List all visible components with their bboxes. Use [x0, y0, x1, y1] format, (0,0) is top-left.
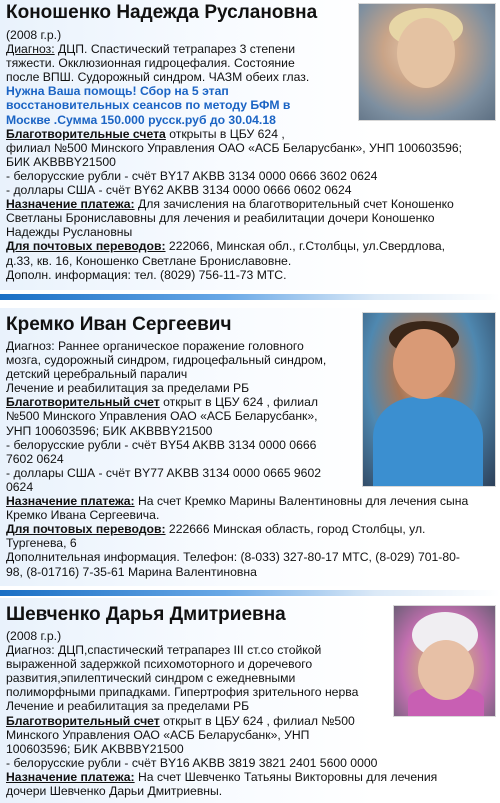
- text-span: Для зачисления на благотворительный счет Коношенко: [134, 197, 454, 212]
- text-span: (2008 г.р.): [6, 28, 62, 42]
- text-line: [6, 629, 437, 643]
- text-span: Диагноз: ДЦП,спастический тетрапарез III ст.со стойкой: [6, 643, 322, 658]
- text-span: - доллары США - счёт BY77 AKBB 3134 0000 0665 9602: [6, 465, 322, 480]
- text-line: [6, 657, 437, 671]
- text-span: Дополн. информация: тел. (8029) 756-11-73 МТС.: [6, 267, 287, 282]
- text-span: детский церебральный паралич: [6, 367, 188, 382]
- text-span: филиал №500 Минского Управления ОАО «АСБ Беларусбанк», УНП 100603596;: [6, 140, 463, 155]
- field-label: Для почтовых переводов:: [6, 239, 166, 254]
- appeal-plea: Москве .Сумма 150.000 русск.руб до 30.04.18: [6, 112, 276, 127]
- text-span: д.33, кв. 16, Коношенко Светлане Брониславовне.: [6, 253, 292, 268]
- text-span: - белорусские рубли - счёт BY17 AKBB 3134 0000 0666 3602 0624: [6, 168, 378, 183]
- text-span: тяжести. Окклюзионная гидроцефалия. Состояние: [6, 56, 295, 71]
- text-line: [6, 522, 468, 536]
- text-line: [6, 56, 462, 70]
- child-photo: [362, 312, 496, 487]
- text-line: [6, 113, 462, 127]
- child-photo: [393, 605, 496, 717]
- text-line: [6, 84, 462, 98]
- text-span: Лечение и реабилитация за пределами РБ: [6, 699, 250, 714]
- appeal-text: [6, 28, 462, 282]
- text-line: [6, 494, 468, 508]
- text-line: [6, 784, 437, 798]
- text-span: - белорусские рубли - счёт BY16 AKBB 3819 3821 2401 5600 0000: [6, 755, 378, 770]
- text-span: (2008 г.р.): [6, 629, 62, 643]
- text-span: На счет Шевченко Татьяны Викторовны для лечения: [134, 769, 438, 784]
- text-span: развития,эпилептический синдром с ежедневными: [6, 671, 296, 686]
- text-line: [6, 155, 462, 169]
- text-span: Дополнительная информация. Телефон: (8-033) 327-80-17 МТС, (8-029) 701-80-: [6, 550, 460, 565]
- text-span: Кремко Ивана Сергеевича.: [6, 508, 160, 523]
- section-divider: [0, 590, 500, 596]
- text-line: [6, 70, 462, 84]
- field-label: Назначение платежа:: [6, 769, 135, 784]
- text-line: [6, 770, 437, 784]
- text-span: Тургенева, 6: [6, 536, 77, 551]
- text-span: Надежды Руслановны: [6, 225, 133, 240]
- text-line: [6, 127, 462, 141]
- text-line: [6, 225, 462, 239]
- text-line: [6, 550, 468, 564]
- child-given-names: Дарья Дмитриевна: [105, 604, 286, 625]
- appeal-text: [6, 629, 437, 798]
- text-span: Диагноз:: [6, 42, 55, 57]
- text-span: полиморфными припадками. Гипертрофия зрительного нерва: [6, 685, 359, 700]
- field-label: Назначение платежа:: [6, 197, 135, 212]
- text-span: УНП 100603596; БИК AKBBBY21500: [6, 423, 213, 438]
- field-label: Благотворительный счет: [6, 713, 160, 728]
- text-line: [6, 699, 437, 713]
- field-label: Благотворительный счет: [6, 395, 160, 410]
- child-name: [6, 604, 286, 626]
- text-span: БИК AKBBBY21500: [6, 154, 116, 169]
- text-line: [6, 239, 462, 253]
- section-divider: [0, 294, 500, 300]
- text-line: [6, 536, 468, 550]
- appeal-plea: восстановительных сеансов по методу БФМ в: [6, 98, 291, 113]
- text-line: [6, 211, 462, 225]
- text-span: 7602 0624: [6, 451, 64, 466]
- child-surname: Шевченко: [6, 604, 101, 625]
- text-span: ДЦП. Спастический тетрапарез 3 степени: [54, 42, 296, 57]
- text-span: 222666 Минская область, город Столбцы, ул.: [165, 522, 426, 537]
- text-line: [6, 643, 437, 657]
- text-line: [6, 183, 462, 197]
- text-line: [6, 141, 462, 155]
- child-surname: Кремко: [6, 314, 75, 335]
- child-name: [6, 2, 317, 24]
- text-line: [6, 714, 437, 728]
- appeal-card-konoshenko: [0, 0, 500, 290]
- text-line: [6, 671, 437, 685]
- text-span: после ВПШ. Судорожный синдром. ЧАЗМ обеих глаз.: [6, 70, 310, 85]
- field-label: Назначение платежа:: [6, 494, 135, 509]
- text-span: №500 Минского Управления ОАО «АСБ Беларусбанк»,: [6, 409, 318, 424]
- field-label: Благотворительные счета: [6, 126, 166, 141]
- text-span: 222066, Минская обл., г.Столбцы, ул.Свердлова,: [165, 239, 446, 254]
- text-span: мозга, судорожный синдром, гидроцефальный синдром,: [6, 353, 327, 368]
- text-line: [6, 254, 462, 268]
- text-span: открыт в ЦБУ 624 , филиал №500: [159, 713, 355, 728]
- field-label: Для почтовых переводов:: [6, 522, 166, 537]
- text-line: [6, 42, 462, 56]
- child-given-names: Надежда Руслановна: [116, 2, 318, 23]
- text-span: Лечение и реабилитация за пределами РБ: [6, 381, 250, 396]
- text-line: [6, 268, 462, 282]
- text-span: 100603596; БИК AKBBBY21500: [6, 741, 184, 756]
- text-span: Диагноз: Раннее органическое поражение головного: [6, 339, 304, 353]
- child-given-names: Иван Сергеевич: [79, 314, 232, 335]
- text-line: [6, 742, 437, 756]
- text-line: [6, 169, 462, 183]
- text-span: - белорусские рубли - счёт BY54 AKBB 3134 0000 0666: [6, 437, 317, 452]
- text-line: [6, 565, 468, 579]
- text-line: [6, 685, 437, 699]
- text-span: открыты в ЦБУ 624 ,: [165, 126, 285, 141]
- text-line: [6, 28, 462, 42]
- text-line: [6, 756, 437, 770]
- text-line: [6, 197, 462, 211]
- text-span: 98, (8-01716) 7-35-61 Марина Валентиновна: [6, 564, 257, 579]
- text-span: открыт в ЦБУ 624 , филиал: [159, 395, 318, 410]
- child-name: [6, 314, 231, 336]
- text-span: выраженной задержкой психомоторного и доречевого: [6, 657, 313, 672]
- text-line: [6, 508, 468, 522]
- text-span: - доллары США - счёт BY62 AKBB 3134 0000 0666 0602 0624: [6, 183, 352, 198]
- appeal-plea: Нужна Ваша помощь! Сбор на 5 этап: [6, 84, 229, 99]
- child-surname: Коношенко: [6, 2, 112, 23]
- text-span: На счет Кремко Марины Валентиновны для лечения сына: [134, 494, 469, 509]
- text-line: [6, 728, 437, 742]
- text-span: Минского Управления ОАО «АСБ Беларусбанк», УНП: [6, 727, 310, 742]
- text-span: Светланы Брониславовны для лечения и реабилитации дочери Коношенко: [6, 211, 435, 226]
- text-line: [6, 98, 462, 112]
- text-span: 0624: [6, 479, 34, 494]
- text-span: дочери Шевченко Дарьи Дмитриевны.: [6, 784, 223, 799]
